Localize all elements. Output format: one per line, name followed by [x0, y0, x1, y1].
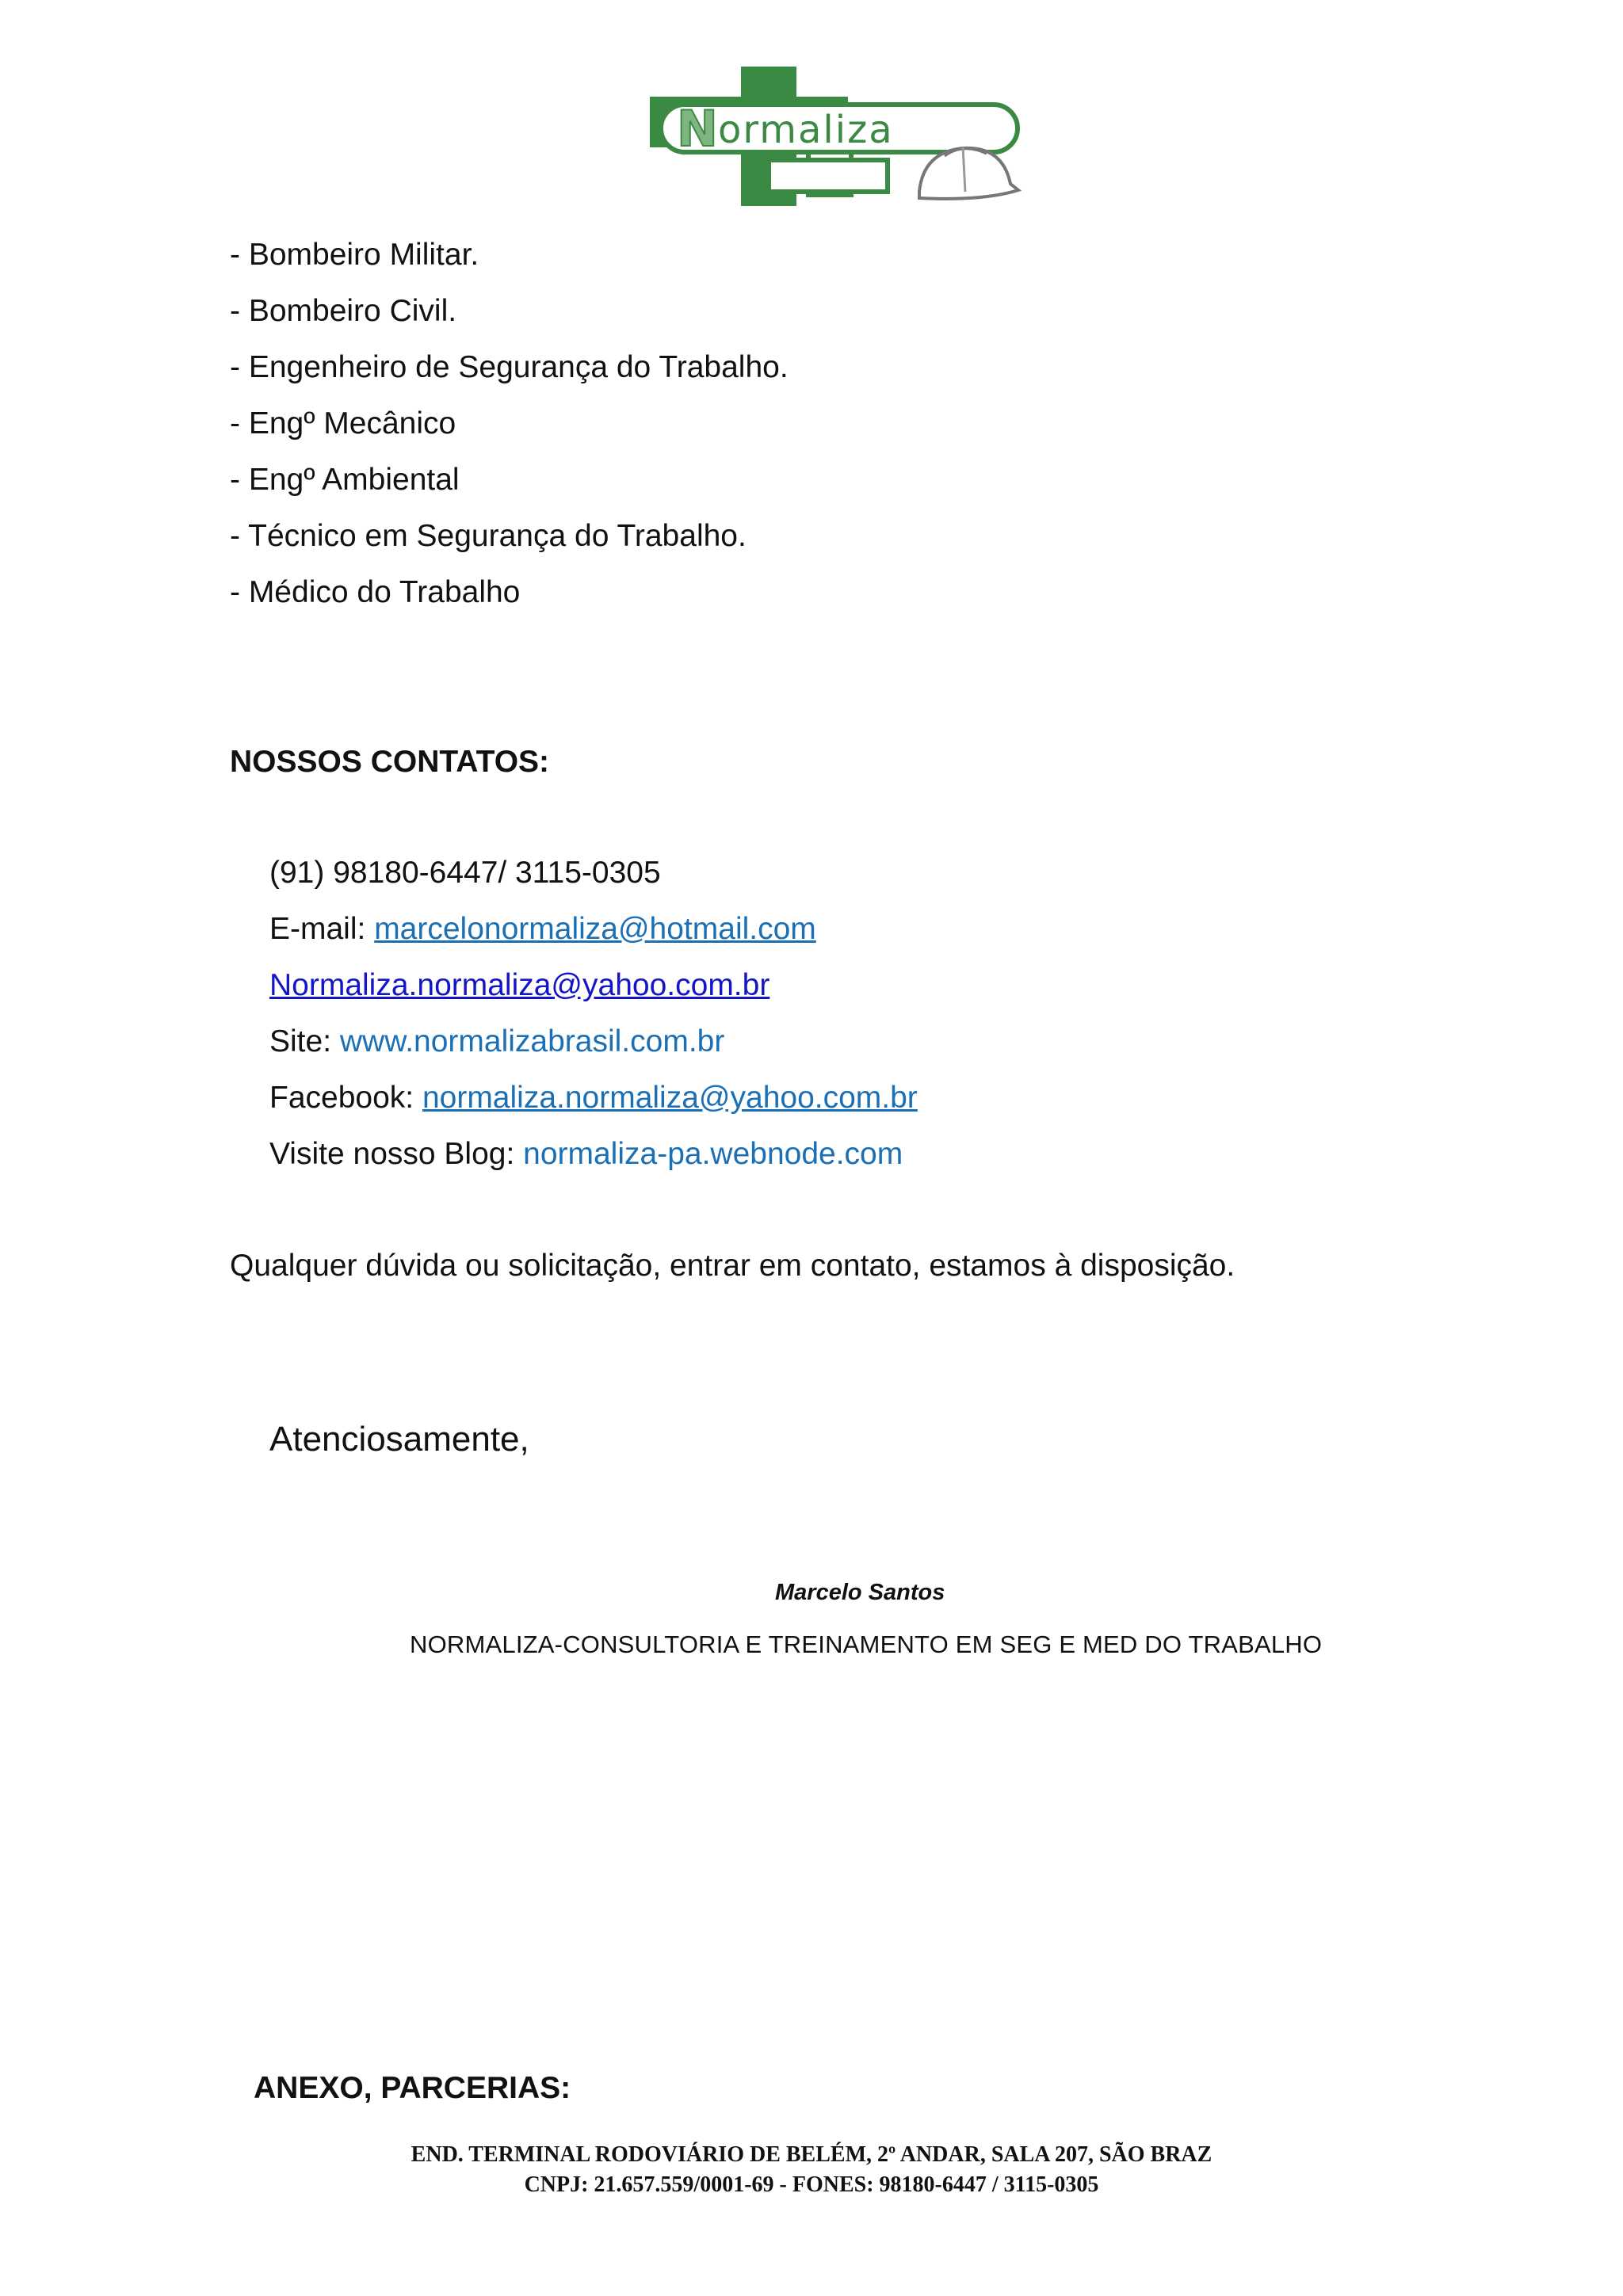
- professional-item: - Técnico em Segurança do Trabalho.: [230, 519, 747, 553]
- site-line: [269, 1024, 724, 1059]
- phone-number: (91) 98180-6447/ 3115-0305: [269, 856, 661, 890]
- email-line: [269, 912, 816, 947]
- site-label: Site:: [269, 1024, 340, 1058]
- email-link[interactable]: marcelonormaliza@hotmail.com: [374, 912, 816, 946]
- svg-text:ormaliza: ormaliza: [718, 108, 894, 152]
- contacts-heading: NOSSOS CONTATOS:: [230, 745, 550, 779]
- email2-link[interactable]: Normaliza.normaliza@yahoo.com.br: [269, 968, 770, 1002]
- email-label: E-mail:: [269, 912, 375, 946]
- footer-cnpj: CNPJ: 21.657.559/0001-69 - FONES: 98180-6447 / 3115-0305: [524, 2172, 1099, 2197]
- facebook-link[interactable]: normaliza.normaliza@yahoo.com.br: [422, 1081, 918, 1115]
- company-name: NORMALIZA-CONSULTORIA E TREINAMENTO EM SEG E MED DO TRABALHO: [410, 1630, 1323, 1658]
- professional-item: - Bombeiro Civil.: [230, 294, 457, 328]
- professional-item: - Engº Ambiental: [230, 463, 460, 497]
- phone-line: [269, 856, 661, 891]
- annex-heading: ANEXO, PARCERIAS:: [254, 2071, 571, 2105]
- facebook-label: Facebook:: [269, 1081, 422, 1115]
- svg-text:N: N: [677, 100, 718, 158]
- blog-line: [269, 1137, 903, 1172]
- professional-item: - Engº Mecânico: [230, 406, 456, 441]
- facebook-line: [269, 1081, 918, 1116]
- professional-item: - Engenheiro de Segurança do Trabalho.: [230, 350, 789, 384]
- site-link[interactable]: www.normalizabrasil.com.br: [339, 1024, 725, 1058]
- closing-note: Qualquer dúvida ou solicitação, entrar em contato, estamos à disposição.: [230, 1249, 1235, 1283]
- professional-item: - Médico do Trabalho: [230, 575, 521, 609]
- professional-item: - Bombeiro Militar.: [230, 238, 479, 272]
- normaliza-logo: [650, 57, 1030, 215]
- regards-text: Atenciosamente,: [269, 1420, 529, 1459]
- signature-name: Marcelo Santos: [775, 1580, 945, 1605]
- blog-link[interactable]: normaliza-pa.webnode.com: [523, 1137, 903, 1171]
- footer-address: END. TERMINAL RODOVIÁRIO DE BELÉM, 2º ANDAR, SALA 207, SÃO BRAZ: [411, 2142, 1212, 2167]
- blog-label: Visite nosso Blog:: [269, 1137, 524, 1171]
- email2-line: [269, 968, 769, 1003]
